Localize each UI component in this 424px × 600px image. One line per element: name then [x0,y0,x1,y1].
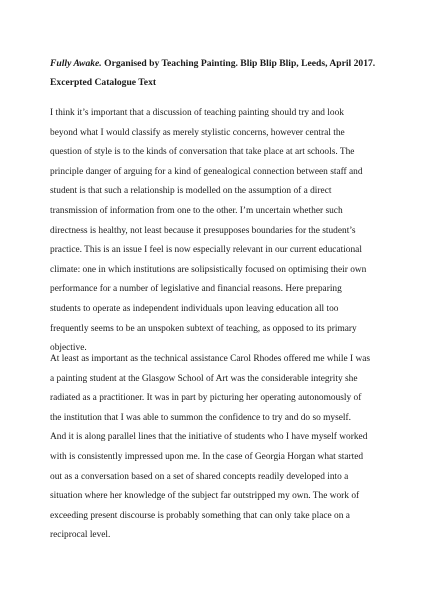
text-line: transmission of information from one to the other. I’m uncertain whether such [50,205,343,216]
heading-subtitle: Excerpted Catalogue Text [50,77,157,88]
text-line: practice. This is an issue I feel is now especially relevant in our current educational [50,245,362,256]
text-line: At least as important as the technical assistance Carol Rhodes offered me while I was [50,354,371,364]
text-line: radiated as a practitioner. It was in part by picturing her operating autonomously of [50,393,362,404]
body-paragraph [50,350,380,546]
text-line: student is that such a relationship is modelled on the assumption of a direct [50,186,332,197]
text-line: principle danger of arguing for a kind of genealogical connection between staff and [50,166,363,177]
text-line: students to operate as independent individuals upon leaving education all too [50,303,339,314]
text-line: with is consistently impressed upon me. In the case of Georgia Horgan what started [50,451,364,462]
text-line: I think it’s important that a discussion of teaching painting should try and look [50,108,344,118]
exhibition-details: Organised by Teaching Painting. Blip Blip Blip, Leeds, April 2017. [101,58,376,69]
text-line: frequently seems to be an unspoken subtext of teaching, as opposed to its primary [50,323,357,334]
document-heading [50,54,390,92]
text-line: climate: one in which institutions are solipsistically focused on optimising their own [50,264,367,275]
text-line: the institution that I was able to summon the confidence to try and do so myself. [50,412,351,423]
text-line: performance for a number of legislative and financial reasons. Here preparing [50,284,342,295]
heading-title-line [50,54,390,73]
text-line: a painting student at the Glasgow School of Art was the considerable integrity she [50,373,358,384]
text-line: question of style is to the kinds of conversation that take place at art schools. The [50,147,355,158]
text-line: reciprocal level. [50,530,111,541]
text-line: And it is along parallel lines that the initiative of students who I have myself worked [50,432,368,443]
text-line: objective. [50,343,87,354]
exhibition-title: Fully Awake. [50,58,102,69]
text-line: directness is healthy, not least because it presupposes boundaries for the student’s [50,225,356,236]
text-line: exceeding present discourse is probably something that can only take place on a [50,510,350,521]
text-line: beyond what I would classify as merely stylistic concerns, however central the [50,127,345,138]
text-line: situation where her knowledge of the subject far outstripped my own. The work of [50,491,360,502]
body-paragraph [50,104,380,359]
text-line: out as a conversation based on a set of shared concepts readily developed into a [50,471,349,482]
